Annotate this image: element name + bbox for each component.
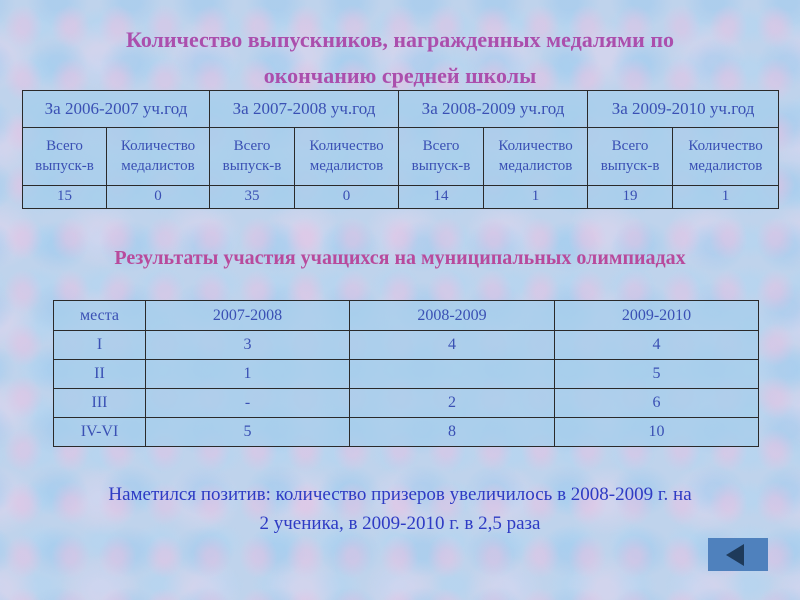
subheader-cell: Всего выпуск-в bbox=[23, 128, 107, 186]
slide-title-line2: окончанию средней школы bbox=[263, 63, 537, 88]
medals-table-data-row bbox=[23, 186, 779, 209]
table-row bbox=[54, 331, 759, 360]
value-cell: - bbox=[146, 389, 350, 418]
place-cell: III bbox=[54, 389, 146, 418]
medals-table-year-row bbox=[23, 91, 779, 128]
place-cell: I bbox=[54, 331, 146, 360]
olympiad-table bbox=[53, 300, 759, 447]
medals-table bbox=[22, 90, 779, 209]
subheader-cell: Количество медалистов bbox=[673, 128, 779, 186]
note-line1: Наметился позитив: количество призеров увеличилось в 2008-2009 г. на bbox=[108, 484, 692, 505]
year-header-cell: За 2009-2010 уч.год bbox=[588, 91, 779, 128]
note-text bbox=[30, 480, 770, 538]
value-cell: 1 bbox=[673, 186, 779, 209]
year-header-cell: За 2007-2008 уч.год bbox=[210, 91, 399, 128]
value-cell: 14 bbox=[399, 186, 484, 209]
subheader-cell: Количество медалистов bbox=[484, 128, 588, 186]
value-cell: 5 bbox=[555, 360, 759, 389]
value-cell: 10 bbox=[555, 418, 759, 447]
value-cell: 5 bbox=[146, 418, 350, 447]
subheader-cell: Количество медалистов bbox=[107, 128, 210, 186]
table-row bbox=[54, 389, 759, 418]
header-cell: места bbox=[54, 301, 146, 331]
note-line2: 2 ученика, в 2009-2010 г. в 2,5 раза bbox=[259, 513, 541, 534]
subheader-cell: Всего выпуск-в bbox=[399, 128, 484, 186]
place-cell: IV-VI bbox=[54, 418, 146, 447]
header-cell: 2009-2010 bbox=[555, 301, 759, 331]
back-button[interactable] bbox=[708, 538, 768, 571]
value-cell: 3 bbox=[146, 331, 350, 360]
value-cell bbox=[350, 360, 555, 389]
value-cell: 15 bbox=[23, 186, 107, 209]
subheader-cell: Всего выпуск-в bbox=[588, 128, 673, 186]
header-cell: 2007-2008 bbox=[146, 301, 350, 331]
year-header-cell: За 2006-2007 уч.год bbox=[23, 91, 210, 128]
back-arrow-icon bbox=[726, 544, 744, 566]
value-cell: 6 bbox=[555, 389, 759, 418]
value-cell: 4 bbox=[555, 331, 759, 360]
section-title: Результаты участия учащихся на муниципальных олимпиадах bbox=[114, 247, 686, 269]
table-row bbox=[54, 360, 759, 389]
value-cell: 4 bbox=[350, 331, 555, 360]
olympiad-table-header-row bbox=[54, 301, 759, 331]
value-cell: 19 bbox=[588, 186, 673, 209]
medals-table-subheader-row bbox=[23, 128, 779, 186]
subheader-cell: Всего выпуск-в bbox=[210, 128, 295, 186]
value-cell: 2 bbox=[350, 389, 555, 418]
slide-title bbox=[40, 22, 760, 94]
value-cell: 1 bbox=[146, 360, 350, 389]
header-cell: 2008-2009 bbox=[350, 301, 555, 331]
place-cell: II bbox=[54, 360, 146, 389]
subheader-cell: Количество медалистов bbox=[295, 128, 399, 186]
slide-title-line1: Количество выпускников, награжденных медалями по bbox=[125, 27, 675, 52]
year-header-cell: За 2008-2009 уч.год bbox=[399, 91, 588, 128]
value-cell: 0 bbox=[295, 186, 399, 209]
value-cell: 8 bbox=[350, 418, 555, 447]
value-cell: 35 bbox=[210, 186, 295, 209]
table-row bbox=[54, 418, 759, 447]
value-cell: 1 bbox=[484, 186, 588, 209]
value-cell: 0 bbox=[107, 186, 210, 209]
